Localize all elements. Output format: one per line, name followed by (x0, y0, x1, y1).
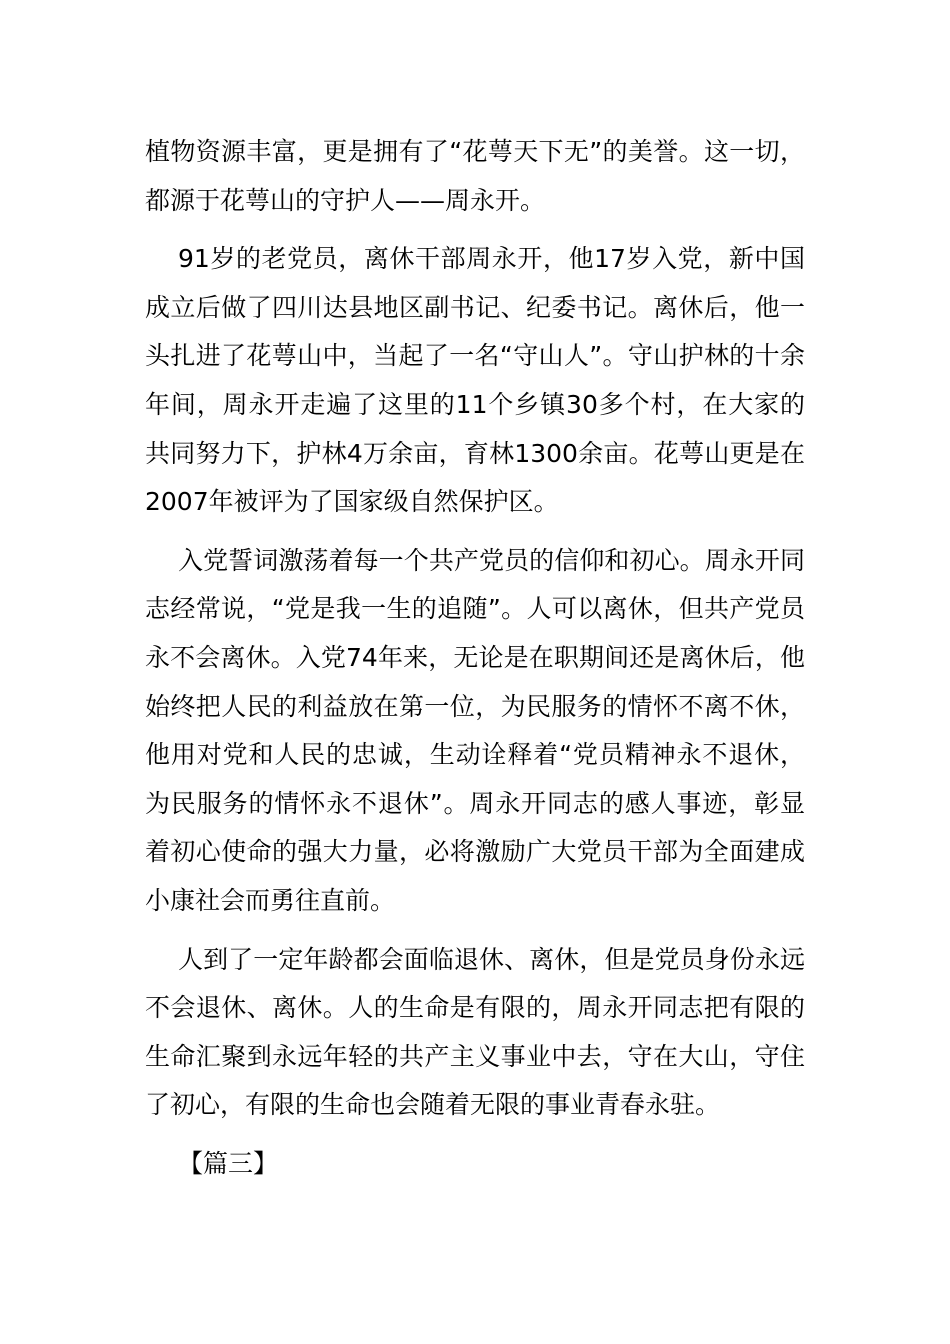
section-heading: 【篇三】 (178, 1148, 279, 1178)
paragraph-zhou-yongkai-intro: 91岁的老党员，离休干部周永开，他17岁入党，新中国成立后做了四川达县地区副书记、纪委书记。离休后，他一头扎进了花萼山中，当起了一名“守山人”。守山护林的十余年间，周永开走遍了这里的11个乡镇30多个村，在大家的共同努力下，护林4万余亩，育林1300余亩。花萼山更是在2007年被评为了国家级自然保护区。 (145, 244, 805, 517)
paragraph-limited-life: 人到了一定年龄都会面临退休、离休，但是党员身份永远不会退休、离休。人的生命是有限的，周永开同志把有限的生命汇聚到永远年轻的共产主义事业中去，守在大山，守住了初心，有限的生命也会随着无限的事业青春永驻。 (145, 944, 805, 1120)
paragraph-party-oath: 入党誓词激荡着每一个共产党员的信仰和初心。周永开同志经常说，“党是我一生的追随”。人可以离休，但共产党员永不会离休。入党74年来，无论是在职期间还是离休后，他始终把人民的利益放在第一位，为民服务的情怀不离不休，他用对党和人民的忠诚，生动诠释着“党员精神永不退休，为民服务的情怀永不退休”。周永开同志的感人事迹，彰显着初心使命的强大力量，必将激励广大党员干部为全面建成小康社会而勇往直前。 (145, 545, 805, 915)
document-body (145, 128, 805, 1188)
paragraph-continued: 植物资源丰富，更是拥有了“花萼天下无”的美誉。这一切，都源于花萼山的守护人——周永开。 (145, 137, 805, 215)
